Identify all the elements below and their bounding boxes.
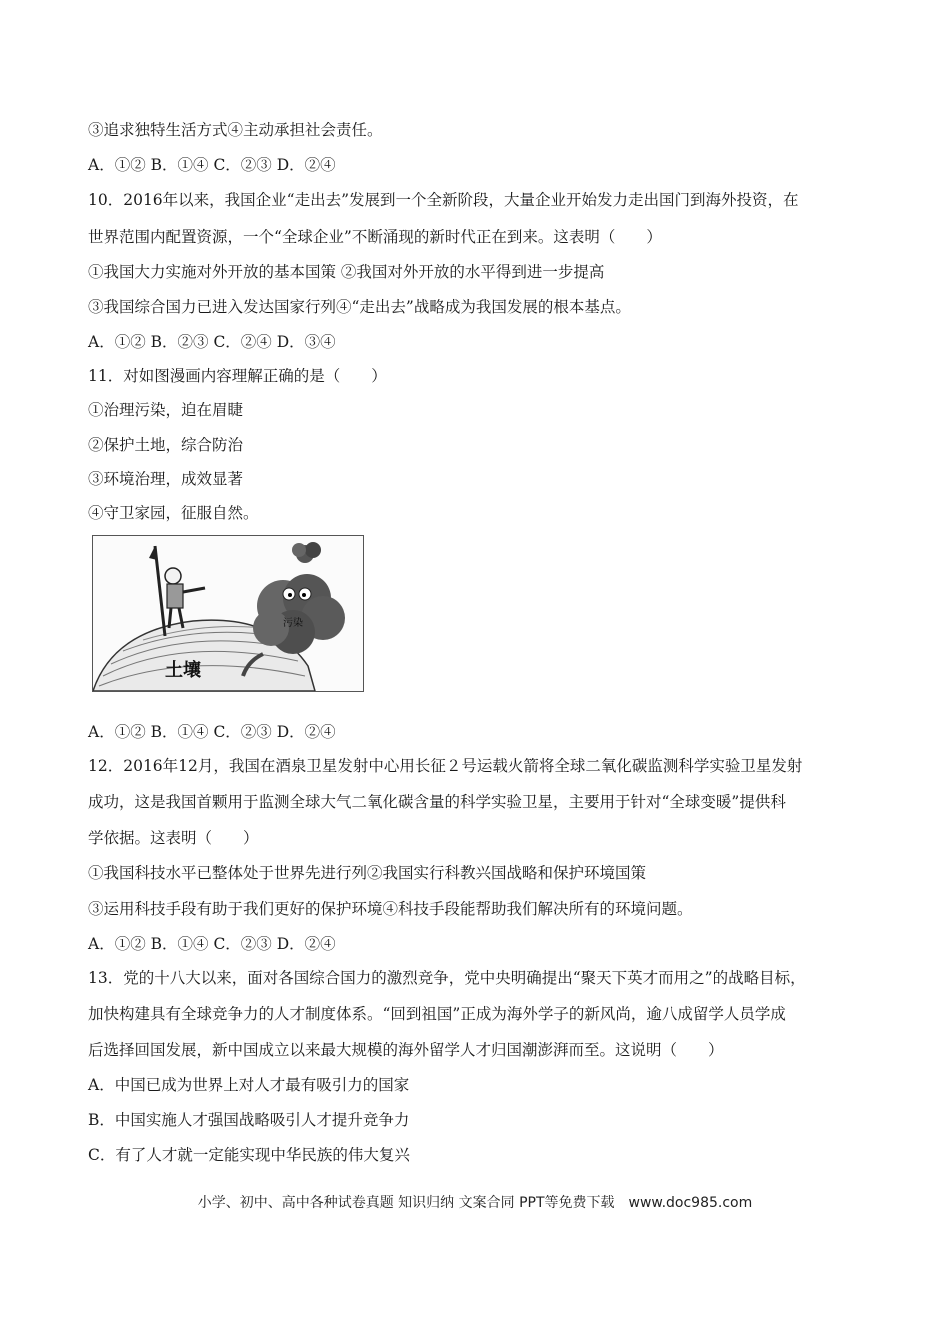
cloud-label: 污染 — [283, 618, 303, 629]
cartoon-image — [92, 535, 364, 692]
q11-option-2: ②保护土地，综合防治 — [88, 436, 244, 454]
q12-option-1-2: ①我国科技水平已整体处于世界先进行列②我国实行科教兴国战略和保护环境国策 — [88, 864, 647, 882]
question-10-line-2: 世界范围内配置资源，一个“全球企业”不断涌现的新时代正在到来。这表明（ ） — [88, 228, 662, 246]
question-10-line-1: 10．2016年以来，我国企业“走出去”发展到一个全新阶段，大量企业开始发力走出国门到海外投资，在 — [88, 191, 799, 209]
q13-option-c: C．有了人才就一定能实现中华民族的伟大复兴 — [88, 1146, 410, 1164]
q11-option-4: ④守卫家园，征服自然。 — [88, 504, 259, 522]
question-13-line-3: 后选择回国发展，新中国成立以来最大规模的海外留学人才归国潮澎湃而至。这说明（ ） — [88, 1041, 724, 1059]
question-13-line-1: 13．党的十八大以来，面对各国综合国力的激烈竞争，党中央明确提出“聚天下英才而用之”的战略目标， — [88, 969, 806, 987]
answer-choices-q9: A．①② B．①④ C．②③ D．②④ — [88, 156, 336, 174]
q12-option-3-4: ③运用科技手段有助于我们更好的保护环境④科技手段能帮助我们解决所有的环境问题。 — [88, 900, 693, 918]
q13-option-b: B．中国实施人才强国战略吸引人才提升竞争力 — [88, 1111, 410, 1129]
q10-option-1-2: ①我国大力实施对外开放的基本国策 ②我国对外开放的水平得到进一步提高 — [88, 263, 605, 281]
question-13-line-2: 加快构建具有全球竞争力的人才制度体系。“回到祖国”正成为海外学子的新风尚，逾八成留学人员学成 — [88, 1005, 786, 1023]
q13-option-a: A．中国已成为世界上对人才最有吸引力的国家 — [88, 1076, 410, 1094]
answer-choices-q12: A．①② B．①④ C．②③ D．②④ — [88, 935, 336, 953]
question-11: 11．对如图漫画内容理解正确的是（ ） — [88, 367, 387, 385]
q11-option-1: ①治理污染，迫在眉睫 — [88, 401, 244, 419]
answer-choices-q10: A．①② B．②③ C．②④ D．③④ — [88, 333, 336, 351]
question-12-line-1: 12．2016年12月，我国在酒泉卫星发射中心用长征２号运载火箭将全球二氧化碳监测科学实验卫星发射 — [88, 757, 803, 775]
q10-option-3-4: ③我国综合国力已进入发达国家行列④“走出去”战略成为我国发展的根本基点。 — [88, 298, 631, 316]
answer-choices-q11: A．①② B．①④ C．②③ D．②④ — [88, 723, 336, 741]
text-line-q9-option-3-4: ③追求独特生活方式④主动承担社会责任。 — [88, 121, 383, 139]
page-footer: 小学、初中、高中各种试卷真题 知识归纳 文案合同 PPT等免费下载 www.doc985.com — [197, 1195, 753, 1211]
question-12-line-3: 学依据。这表明（ ） — [88, 829, 259, 847]
soil-label: 土壤 — [165, 660, 201, 681]
q11-option-3: ③环境治理，成效显著 — [88, 470, 244, 488]
question-12-line-2: 成功，这是我国首颗用于监测全球大气二氧化碳含量的科学实验卫星，主要用于针对“全球变暖”提供科 — [88, 793, 786, 811]
